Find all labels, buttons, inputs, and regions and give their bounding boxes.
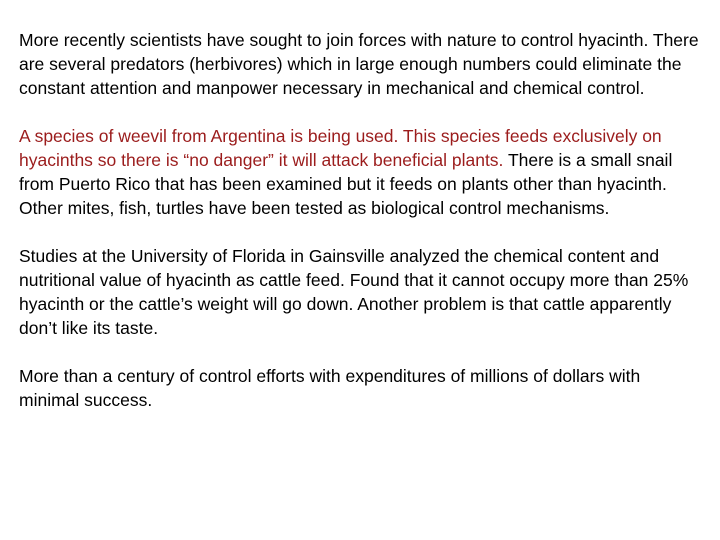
paragraph-cattle-feed-study: Studies at the University of Florida in Gainsville analyzed the chemical content and nutritional value of hyacinth as cattle feed. Found that it cannot occupy more than 25% hyacinth or the cattle’s weight will go down. Another problem is that cattle apparently don’t like its taste. [19,246,689,338]
snail-text: There is a small snail from Puerto Rico that has been examined but it feeds on plants other than hyacinth. Other mites, fish, turtles have been tested as biological control mechanisms. [19,150,673,218]
paragraph-biological-control-intro: More recently scientists have sought to join forces with nature to control hyacinth. There are several predators (herbivores) which in large enough numbers could eliminate the constant attention and manpower necessary in mechanical and chemical control. [19,30,699,98]
paragraph-weevil-snail [19,124,700,220]
paragraph-conclusion: More than a century of control efforts with expenditures of millions of dollars with minimal success. [19,366,641,410]
weevil-highlight-text: A species of weevil from Argentina is being used. This species feeds exclusively on hyacinths so there is “no danger” it will attack beneficial plants. [19,126,662,170]
